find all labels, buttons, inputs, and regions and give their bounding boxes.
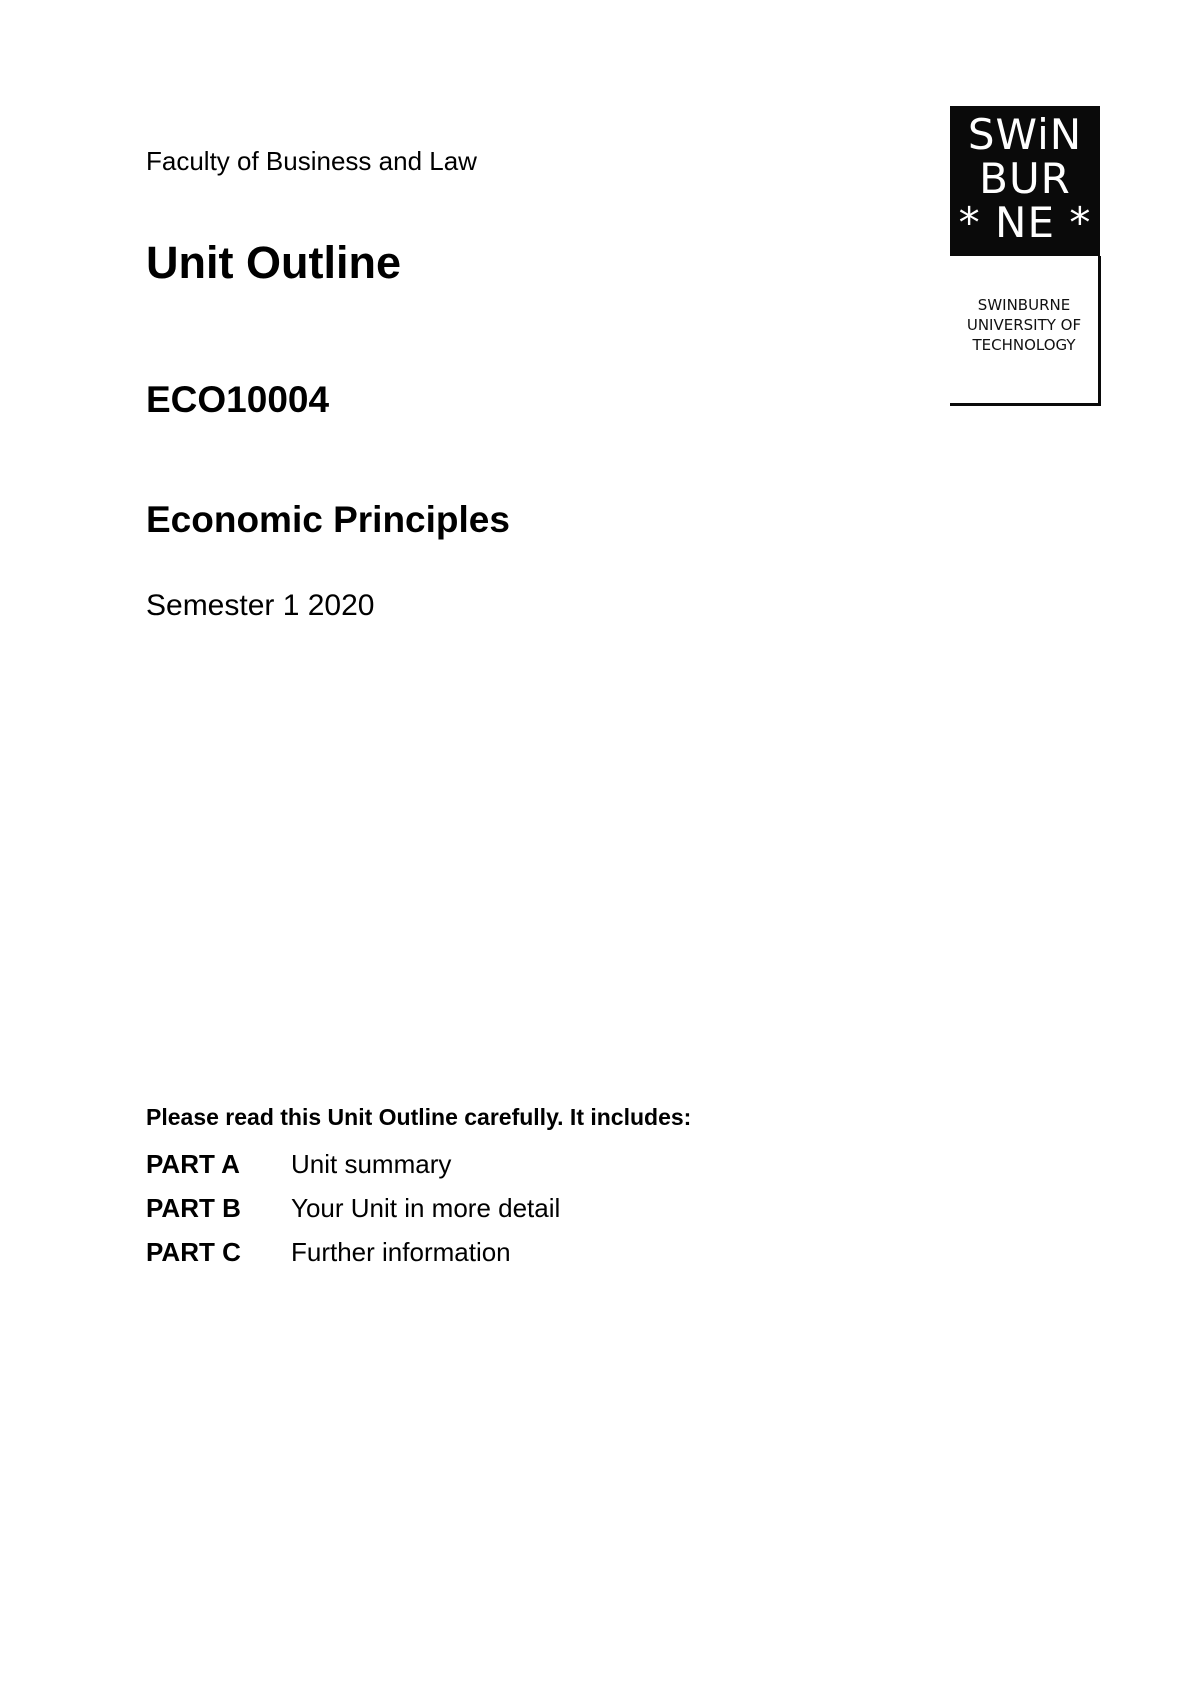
semester: Semester 1 2020 (146, 589, 375, 622)
logo-wordmark-line: UNIVERSITY OF (966, 316, 1082, 334)
logo-wordmark-line: SWINBURNE (977, 296, 1071, 314)
part-label: PART B (146, 1192, 241, 1223)
faculty-name: Faculty of Business and Law (146, 146, 477, 176)
logo-mark (950, 106, 1100, 256)
university-logo (950, 106, 1102, 406)
part-description: Further information (291, 1236, 511, 1267)
contents-item (146, 1230, 560, 1274)
logo-frame (1098, 256, 1101, 406)
logo-mark-line: * NE * (958, 198, 1092, 247)
contents-intro: Please read this Unit Outline carefully. It includes: (146, 1104, 692, 1130)
part-label: PART C (146, 1236, 241, 1267)
unit-code: ECO10004 (146, 379, 330, 420)
contents-item (146, 1142, 560, 1186)
logo-wordmark-line: TECHNOLOGY (972, 336, 1076, 354)
contents-list (146, 1142, 560, 1274)
part-description: Your Unit in more detail (291, 1192, 561, 1223)
contents-item (146, 1186, 560, 1230)
logo-mark-line: SWiN (967, 110, 1083, 159)
unit-name: Economic Principles (146, 499, 510, 540)
part-description: Unit summary (291, 1148, 452, 1179)
part-label: PART A (146, 1148, 240, 1179)
document-type-title: Unit Outline (146, 237, 401, 288)
logo-frame (950, 403, 1101, 406)
logo-mark-line: BUR (979, 154, 1071, 203)
